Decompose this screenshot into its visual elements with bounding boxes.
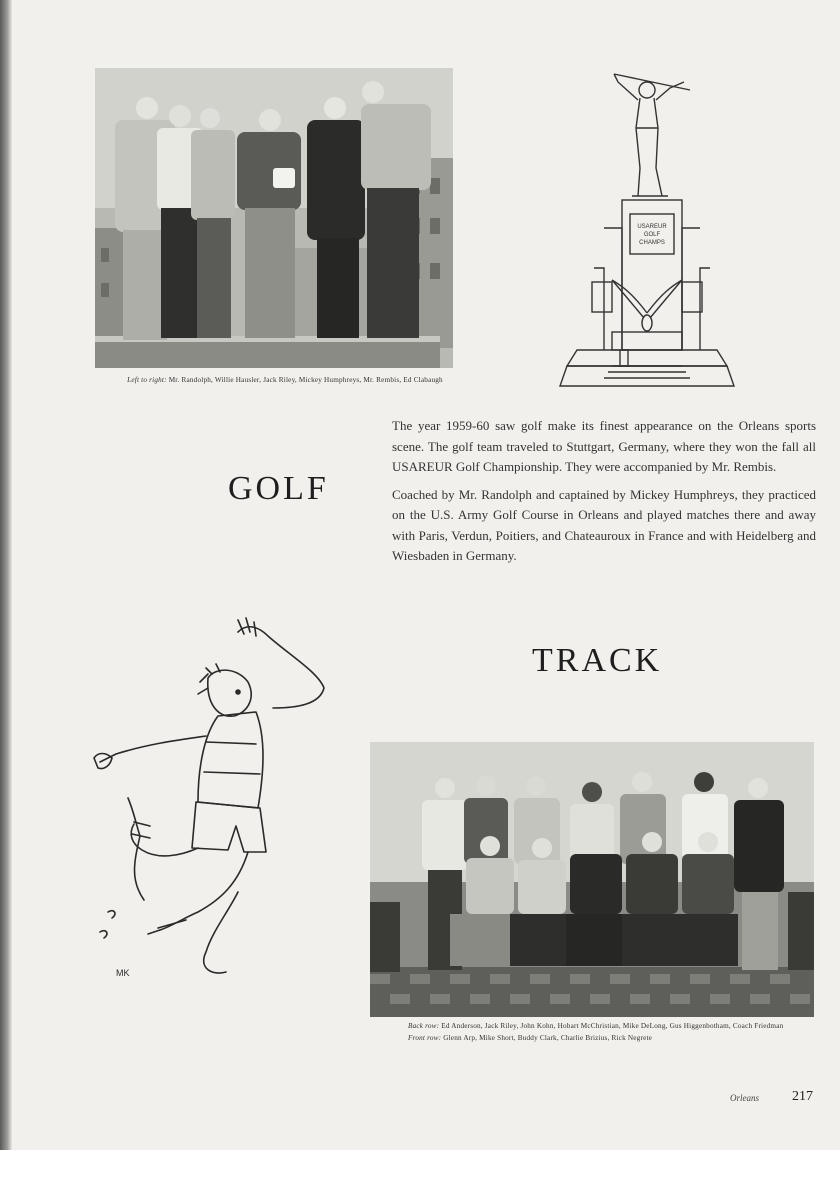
golf-caption-names: Mr. Randolph, Willie Hausler, Jack Riley, Mickey Humphreys, Mr. Rembis, Ed Clabaugh (168, 376, 443, 384)
golf-paragraph-1: The year 1959-60 saw golf make its finest appearance on the Orleans sports scene. The golf team traveled to Stuttgart, Germany, where they won the fall all USAREUR Golf Championship. They were accompanied by Mr. Rembis. (392, 418, 816, 474)
footer-school-name: Orleans (730, 1093, 759, 1103)
golf-heading: GOLF (228, 470, 329, 507)
track-photo-image (370, 742, 814, 1017)
golf-team-photo (95, 68, 453, 368)
track-photo-caption (408, 1022, 808, 1043)
track-caption-back-row (408, 1022, 808, 1031)
golf-photo-image (95, 68, 453, 368)
track-caption-front-row (408, 1034, 808, 1043)
track-caption-front-prefix: Front row: (408, 1034, 442, 1042)
page-bottom-margin (0, 1150, 840, 1195)
page-binding-edge (0, 0, 12, 1150)
trophy-plaque-line2: GOLF (643, 232, 661, 238)
track-heading: TRACK (532, 642, 663, 679)
track-caption-back-names: Ed Anderson, Jack Riley, John Kohn, Hobart McChristian, Mike DeLong, Gus Higgenbotham, Coach Friedman (441, 1022, 784, 1030)
golf-caption-prefix: Left to right: (127, 376, 167, 384)
golf-article (392, 416, 816, 574)
golf-trophy-illustration (552, 68, 742, 394)
trophy-plaque-line1: USAREUR (637, 224, 667, 230)
golf-photo-caption (120, 376, 450, 385)
illustrator-signature: MK (116, 968, 130, 978)
track-caption-front-names: Glenn Arp, Mike Short, Buddy Clark, Charlie Brizius, Rick Negrete (443, 1034, 653, 1042)
runner-cartoon-illustration (88, 612, 328, 987)
golf-paragraph-2: Coached by Mr. Randolph and captained by Mickey Humphreys, they practiced on the U.S. Army Golf Course in Orleans and played matches there and away with Paris, Verdun, Poitiers, and Chateauroux in France and with Heidelberg and Wiesbaden in Germany. (392, 486, 816, 563)
trophy-plaque-line3: CHAMPS (639, 240, 665, 246)
track-caption-back-prefix: Back row: (408, 1022, 440, 1030)
footer-page-number: 217 (792, 1089, 813, 1104)
track-team-photo (370, 742, 814, 1017)
